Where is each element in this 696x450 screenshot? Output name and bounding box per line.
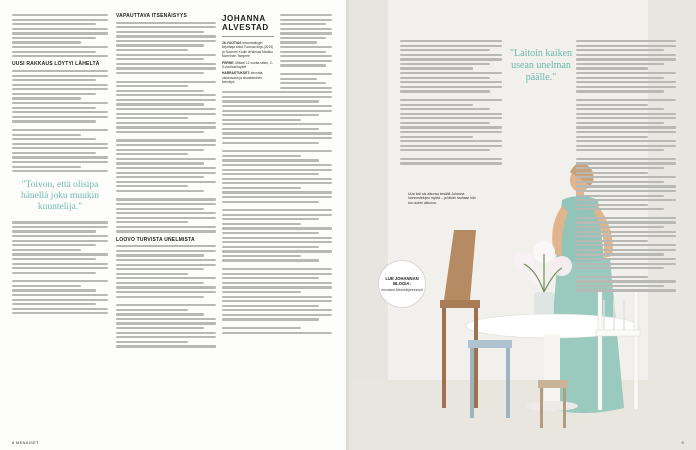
text-line: [12, 79, 96, 81]
text-line: [116, 313, 204, 315]
text-line: [116, 22, 216, 24]
text-line: [222, 250, 332, 252]
text-line: [222, 105, 332, 107]
text-line: [280, 78, 317, 80]
text-line: [116, 108, 216, 110]
text-line: [280, 87, 332, 89]
text-line: [400, 45, 502, 47]
text-line: [222, 268, 332, 270]
text-line: [12, 129, 108, 131]
text-line: [116, 144, 216, 146]
text-line: [116, 345, 216, 347]
text-line: [222, 332, 332, 334]
text-line: [222, 150, 332, 152]
text-line: [576, 58, 676, 60]
text-line: [222, 196, 332, 198]
text-line: [116, 322, 216, 324]
text-line: [222, 100, 319, 102]
text-line: [400, 67, 473, 69]
text-line: [12, 258, 96, 260]
text-line: [12, 303, 96, 305]
text-line: [12, 75, 108, 77]
text-line: [222, 132, 332, 134]
text-line: [400, 104, 473, 106]
text-line: [12, 147, 108, 149]
text-line: [116, 291, 216, 293]
blog-badge: [378, 260, 426, 308]
text-line: [12, 41, 81, 43]
text-line: [116, 63, 216, 65]
text-line: [400, 86, 502, 88]
text-line: [116, 208, 204, 210]
text-line: [222, 227, 332, 229]
text-line: [280, 28, 332, 30]
text-line: [222, 159, 319, 161]
text-line: [576, 181, 664, 183]
text-line: [222, 137, 332, 139]
body-text: [12, 221, 108, 314]
text-line: [576, 104, 648, 106]
blog-badge-title: LUE JOHANNAN BLOGIA:: [385, 275, 419, 286]
text-line: [12, 37, 96, 39]
text-line: [576, 81, 676, 83]
text-line: [12, 263, 108, 265]
photo-caption: Uusi koti sai alkunsa kesällä Johanna luonnostelujen myötä – ja tähän rauhaan hän tuo uuden alkunsa.: [408, 192, 476, 205]
text-line: [400, 145, 502, 147]
text-line: [116, 90, 204, 92]
text-line: [12, 253, 108, 255]
text-line: [222, 110, 332, 112]
text-line: [12, 285, 81, 287]
text-line: [116, 181, 216, 183]
intro-text: [12, 14, 108, 57]
profile-fact: PERHE: Mikael 12 vuotta sitten, 2-5-vuotiaat lapset: [222, 60, 273, 70]
text-line: [12, 111, 108, 113]
heading-vapauttava: VAPAUTTAVA ITSENÄISYYS: [116, 13, 187, 19]
text-line: [12, 312, 108, 314]
text-line: [116, 94, 216, 96]
text-line: [576, 63, 664, 65]
text-line: [576, 221, 676, 223]
text-line: [222, 201, 319, 203]
text-line: [116, 176, 204, 178]
text-line: [576, 267, 664, 269]
text-line: [116, 226, 216, 228]
text-line: [12, 23, 96, 25]
text-line: [222, 273, 332, 275]
right-column-1: [400, 40, 502, 167]
text-line: [222, 187, 301, 189]
text-line: [400, 131, 502, 133]
text-line: [116, 131, 204, 133]
text-line: [12, 84, 108, 86]
text-line: [576, 77, 664, 79]
text-line: [400, 63, 490, 65]
text-line: [280, 37, 326, 39]
text-line: [12, 55, 108, 57]
text-line: [116, 264, 216, 266]
text-line: [12, 235, 108, 237]
text-line: [116, 58, 204, 60]
text-line: [576, 244, 676, 246]
text-line: [280, 46, 332, 48]
text-line: [116, 254, 204, 256]
right-column-2: [576, 40, 676, 294]
text-line: [576, 99, 676, 101]
body-text: [116, 245, 216, 347]
text-line: [12, 299, 108, 301]
text-line: [116, 153, 188, 155]
left-column-3: [222, 14, 332, 336]
text-line: [576, 231, 676, 233]
text-line: [12, 221, 108, 223]
text-line: [222, 119, 301, 121]
text-line: [576, 158, 676, 160]
text-line: [576, 289, 676, 291]
text-line: [12, 51, 96, 53]
text-line: [576, 149, 664, 151]
page-spine: [346, 0, 350, 450]
text-line: [222, 96, 332, 98]
text-line: [12, 120, 96, 122]
text-line: [116, 250, 216, 252]
text-line: [116, 259, 216, 261]
text-line: [400, 117, 502, 119]
text-line: [400, 54, 502, 56]
text-line: [576, 131, 676, 133]
left-column-2: [116, 14, 216, 350]
text-line: [116, 158, 216, 160]
body-text: [222, 91, 332, 334]
text-line: [576, 204, 648, 206]
text-line: [116, 217, 216, 219]
text-line: [12, 46, 108, 48]
text-line: [576, 249, 676, 251]
text-line: [576, 263, 676, 265]
text-line: [222, 218, 319, 220]
text-line: [222, 164, 332, 166]
text-line: [116, 203, 216, 205]
text-line: [222, 114, 319, 116]
text-line: [400, 122, 490, 124]
text-line: [12, 143, 108, 145]
text-line: [222, 178, 332, 180]
text-line: [400, 58, 502, 60]
text-line: [12, 249, 81, 251]
text-line: [116, 341, 188, 343]
text-line: [222, 327, 301, 329]
text-line: [116, 54, 216, 56]
text-line: [222, 128, 319, 130]
text-line: [222, 182, 332, 184]
text-line: [280, 73, 332, 75]
text-line: [576, 208, 664, 210]
text-line: [12, 226, 108, 228]
text-line: [12, 107, 96, 109]
text-line: [116, 286, 216, 288]
text-line: [12, 267, 108, 269]
text-line: [222, 191, 332, 193]
text-line: [116, 282, 204, 284]
text-line: [576, 136, 648, 138]
text-line: [12, 230, 96, 232]
text-line: [116, 172, 216, 174]
text-line: [12, 156, 108, 158]
text-line: [116, 103, 204, 105]
text-line: [576, 276, 648, 278]
text-line: [12, 19, 108, 21]
text-line: [280, 32, 332, 34]
text-line: [576, 72, 676, 74]
text-line: [222, 91, 332, 93]
left-column-1: [12, 14, 108, 317]
text-line: [12, 32, 108, 34]
text-line: [12, 102, 108, 104]
text-line: [12, 280, 108, 282]
text-line: [12, 88, 108, 90]
text-line: [116, 212, 216, 214]
text-line: [12, 170, 108, 172]
profile-box: [222, 14, 274, 91]
text-line: [222, 300, 332, 302]
text-line: [12, 294, 108, 296]
text-line: [400, 77, 490, 79]
text-line: [400, 108, 490, 110]
text-line: [576, 113, 676, 115]
text-line: [12, 161, 108, 163]
text-line: [222, 282, 332, 284]
text-line: [12, 14, 108, 16]
text-line: [222, 173, 319, 175]
text-line: [116, 122, 216, 124]
text-line: [400, 72, 502, 74]
text-line: [12, 166, 81, 168]
text-line: [116, 327, 204, 329]
text-line: [576, 285, 664, 287]
text-line: [222, 255, 301, 257]
text-line: [222, 277, 319, 279]
text-line: [12, 240, 108, 242]
text-line: [576, 54, 676, 56]
text-line: [116, 85, 188, 87]
profile-facts: [222, 41, 274, 85]
text-line: [576, 280, 676, 282]
text-line: [12, 97, 81, 99]
right-page: [348, 0, 696, 450]
page-folio-left: 8 MENAISET: [12, 440, 39, 445]
text-line: [222, 232, 319, 234]
text-line: [12, 272, 96, 274]
text-line: [222, 318, 319, 320]
text-line: [400, 136, 473, 138]
text-line: [116, 162, 204, 164]
text-line: [400, 49, 490, 51]
text-line: [116, 139, 216, 141]
text-line: [116, 126, 216, 128]
text-line: [576, 199, 676, 201]
text-line: [280, 60, 332, 62]
text-line: [400, 162, 502, 164]
text-line: [12, 116, 108, 118]
text-line: [576, 122, 664, 124]
text-line: [576, 145, 676, 147]
text-line: [400, 158, 502, 160]
pull-quote-right: "Laitoin kaiken usean unelman päälle.": [509, 48, 573, 83]
text-line: [116, 67, 216, 69]
text-line: [116, 113, 216, 115]
text-line: [400, 40, 502, 42]
text-line: [576, 49, 664, 51]
pull-quote-left: "Toivon, että olisipa hänellä joku muukin kuuntelija.": [20, 180, 100, 213]
text-line: [280, 23, 326, 25]
text-line: [280, 41, 317, 43]
text-line: [116, 277, 216, 279]
text-line: [576, 140, 676, 142]
text-line: [576, 108, 664, 110]
text-line: [280, 14, 332, 16]
text-line: [116, 167, 216, 169]
text-line: [400, 81, 502, 83]
text-line: [116, 40, 216, 42]
text-line: [116, 245, 216, 247]
heading-uusi-rakkaus: UUSI RAKKAUS LÖYTYI LÄHELTÄ: [12, 61, 100, 68]
text-line: [116, 26, 216, 28]
text-line: [12, 28, 108, 30]
text-line: [576, 40, 676, 42]
text-line: [12, 70, 108, 72]
text-line: [116, 309, 188, 311]
profile-fact: 26-VUOTIAS leivontablogin kirjoittaja sekä Tuomas-kirja (2019) ja Suomen Kodin lehdessä Markku Nurminen Tampere: [222, 41, 274, 59]
text-line: [222, 309, 332, 311]
text-line: [576, 226, 664, 228]
text-line: [116, 336, 216, 338]
text-line: [576, 162, 676, 164]
text-line: [280, 64, 326, 66]
body-text: [12, 70, 108, 172]
body-text: [116, 22, 216, 233]
text-line: [12, 289, 96, 291]
text-line: [576, 172, 648, 174]
text-line: [222, 142, 319, 144]
text-line: [576, 67, 648, 69]
text-line: [12, 308, 108, 310]
text-line: [576, 258, 676, 260]
text-line: [222, 209, 332, 211]
text-line: [576, 185, 676, 187]
text-line: [116, 49, 188, 51]
text-line: [400, 99, 502, 101]
text-line: [400, 90, 490, 92]
text-line: [400, 113, 502, 115]
text-line: [576, 195, 664, 197]
text-line: [576, 45, 676, 47]
profile-fact: HARRASTUKSET: leivonta, valokuvaus ja sisustaminen, kierrätys: [222, 71, 264, 85]
text-line: [116, 268, 204, 270]
text-line: [576, 126, 676, 128]
text-line: [576, 240, 648, 242]
text-line: [280, 51, 326, 53]
text-line: [576, 217, 676, 219]
text-line: [116, 81, 216, 83]
text-line: [222, 169, 332, 171]
body-text: [280, 14, 332, 91]
text-line: [116, 318, 216, 320]
text-line: [116, 31, 204, 33]
text-line: [280, 55, 332, 57]
text-line: [12, 152, 96, 154]
text-line: [222, 223, 301, 225]
text-line: [12, 134, 81, 136]
text-line: [12, 244, 96, 246]
text-line: [12, 138, 96, 140]
text-line: [12, 93, 96, 95]
text-line: [222, 241, 332, 243]
text-line: [222, 314, 332, 316]
text-line: [116, 35, 216, 37]
text-line: [116, 332, 216, 334]
text-line: [222, 291, 301, 293]
blog-badge-url[interactable]: menaiset.fi/kokeilijanresepti: [381, 287, 423, 292]
text-line: [576, 253, 664, 255]
text-line: [576, 90, 664, 92]
text-line: [576, 190, 676, 192]
text-line: [116, 304, 216, 306]
text-line: [576, 167, 664, 169]
text-line: [222, 123, 332, 125]
page-folio-right: 9: [681, 440, 684, 445]
text-line: [116, 296, 204, 298]
text-line: [116, 149, 204, 151]
text-line: [400, 126, 502, 128]
text-line: [116, 72, 204, 74]
text-line: [576, 176, 676, 178]
text-line: [222, 286, 332, 288]
text-line: [400, 140, 502, 142]
text-line: [116, 117, 188, 119]
text-line: [280, 19, 332, 21]
text-line: [222, 155, 301, 157]
profile-name: JOHANNA ALVESTAD: [222, 14, 274, 37]
text-line: [116, 230, 216, 232]
text-line: [576, 235, 676, 237]
text-line: [116, 198, 216, 200]
text-line: [576, 86, 676, 88]
text-line: [222, 214, 332, 216]
text-line: [222, 246, 319, 248]
text-line: [116, 221, 188, 223]
text-line: [116, 99, 216, 101]
text-line: [116, 44, 204, 46]
text-line: [400, 149, 490, 151]
text-line: [222, 237, 332, 239]
text-line: [116, 273, 188, 275]
text-line: [280, 82, 326, 84]
text-line: [576, 117, 676, 119]
text-line: [222, 259, 319, 261]
text-line: [116, 190, 204, 192]
text-line: [222, 296, 332, 298]
text-line: [222, 305, 319, 307]
heading-loovo: LOOVO TURVISTA UNELMISTA: [116, 236, 195, 243]
text-line: [116, 185, 188, 187]
